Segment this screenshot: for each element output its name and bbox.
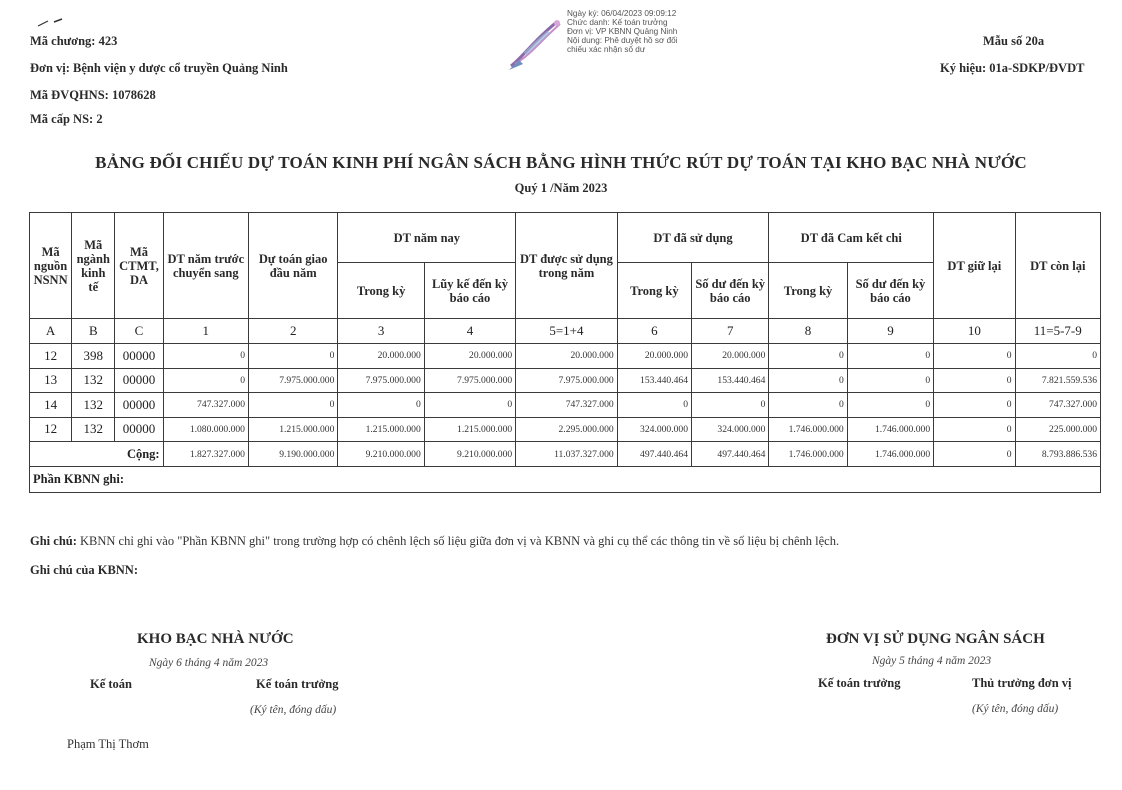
chapter-code: Mã chương: 423 [30,34,118,48]
signature-line: Ngày ký: 06/04/2023 09:09:12 [567,9,677,18]
total-cell: 8.793.886.536 [1015,442,1100,467]
index-cell: 2 [248,319,337,344]
index-cell: 1 [163,319,248,344]
total-cell: 9.190.000.000 [248,442,337,467]
code-cell: 132 [72,368,115,393]
total-cell: 1.746.000.000 [769,442,847,467]
amount-cell: 0 [769,393,847,418]
treasury-chief-accountant-title: Kế toán trưởng [256,677,339,691]
amount-cell: 1.746.000.000 [847,417,933,442]
table-row [30,393,1101,418]
signature-pen-icon [505,14,565,72]
amount-cell: 0 [934,417,1015,442]
amount-cell: 225.000.000 [1015,417,1100,442]
table-row [30,417,1101,442]
amount-cell: 7.975.000.000 [424,368,515,393]
table-row [30,368,1101,393]
header-used-period: Trong kỳ [617,263,691,319]
amount-cell: 0 [338,393,424,418]
amount-cell: 0 [847,344,933,369]
header-remaining: DT còn lại [1015,213,1100,319]
index-cell: 5=1+4 [516,319,617,344]
note-line [30,534,839,549]
form-symbol: Ký hiệu: 01a-SDKP/ĐVDT [940,61,1085,75]
amount-cell: 0 [617,393,691,418]
index-cell: 3 [338,319,424,344]
amount-cell: 0 [934,344,1015,369]
amount-cell: 0 [424,393,515,418]
reporting-period: Quý 1 /Năm 2023 [514,181,608,195]
index-cell: 8 [769,319,847,344]
amount-cell: 2.295.000.000 [516,417,617,442]
amount-cell: 0 [248,393,337,418]
kbnn-section-label: Phần KBNN ghi: [30,467,1101,493]
amount-cell: 7.821.559.536 [1015,368,1100,393]
header-committed: DT đã Cam kết chi [769,213,934,263]
note-text: KBNN chỉ ghi vào "Phần KBNN ghi" trong trường hợp có chênh lệch số liệu giữa đơn vị và KBNN và ghi cụ thể các thông tin về số liệu bị chênh lệch. [80,534,840,548]
header-used-balance: Số dư đến kỳ báo cáo [692,263,769,319]
index-cell: A [30,319,72,344]
budget-level-code: Mã cấp NS: 2 [30,112,103,126]
budget-unit-code: Mã ĐVQHNS: 1078628 [30,88,156,102]
header-program-code: Mã CTMT, DA [115,213,163,319]
treasury-accountant-title: Kế toán [90,677,133,691]
index-cell: 11=5-7-9 [1015,319,1100,344]
index-cell: C [115,319,163,344]
amount-cell: 20.000.000 [338,344,424,369]
index-cell: 7 [692,319,769,344]
amount-cell: 20.000.000 [424,344,515,369]
header-this-year-period: Trong kỳ [338,263,424,319]
code-cell: 00000 [115,368,163,393]
index-cell: B [72,319,115,344]
amount-cell: 0 [1015,344,1100,369]
amount-cell: 20.000.000 [617,344,691,369]
note-label: Ghi chú: [30,534,77,548]
total-cell: 0 [934,442,1015,467]
amount-cell: 324.000.000 [617,417,691,442]
unit-sign-hint: (Ký tên, đóng dấu) [972,703,1059,715]
index-cell: 6 [617,319,691,344]
amount-cell: 324.000.000 [692,417,769,442]
total-label: Cộng: [30,442,164,467]
header-used: DT đã sử dụng [617,213,769,263]
amount-cell: 0 [847,393,933,418]
document-title: BẢNG ĐỐI CHIẾU DỰ TOÁN KINH PHÍ NGÂN SÁCH BẰNG HÌNH THỨC RÚT DỰ TOÁN TẠI KHO BẠC NHÀ NƯỚC [95,153,1027,172]
total-cell: 11.037.327.000 [516,442,617,467]
unit-head-title: Thủ trưởng đơn vị [972,676,1072,690]
signature-text [567,9,678,54]
amount-cell: 0 [163,344,248,369]
digital-signature-stamp [505,9,705,72]
amount-cell: 1.215.000.000 [338,417,424,442]
treasury-sign-date: Ngày 6 tháng 4 năm 2023 [149,657,269,669]
amount-cell: 0 [934,393,1015,418]
amount-cell: 7.975.000.000 [248,368,337,393]
header-this-year-cumulative: Lũy kế đến kỳ báo cáo [424,263,515,319]
index-cell: 9 [847,319,933,344]
unit-name: Đơn vị: Bệnh viện y dược cổ truyền Quảng Ninh [30,61,288,75]
header-usable: DT được sử dụng trong năm [516,213,617,319]
amount-cell: 747.327.000 [1015,393,1100,418]
code-cell: 00000 [115,344,163,369]
code-cell: 132 [72,417,115,442]
total-cell: 497.440.464 [617,442,691,467]
amount-cell: 747.327.000 [163,393,248,418]
amount-cell: 20.000.000 [516,344,617,369]
amount-cell: 153.440.464 [617,368,691,393]
total-cell: 1.827.327.000 [163,442,248,467]
amount-cell: 0 [248,344,337,369]
signature-line: Chức danh: Kế toán trưởng [567,18,668,27]
treasury-org-title: KHO BẠC NHÀ NƯỚC [137,631,294,647]
corner-mark [36,16,66,30]
total-row [30,442,1101,467]
kbnn-note-label: Ghi chú của KBNN: [30,563,139,577]
amount-cell: 0 [847,368,933,393]
code-cell: 14 [30,393,72,418]
budget-reconciliation-table [29,212,1101,493]
code-cell: 398 [72,344,115,369]
unit-chief-accountant-title: Kế toán trưởng [818,676,901,690]
amount-cell: 153.440.464 [692,368,769,393]
header-initial-estimate: Dự toán giao đầu năm [248,213,337,319]
treasury-signer-name: Phạm Thị Thơm [67,737,149,751]
code-cell: 132 [72,393,115,418]
header-sector-code: Mã ngành kinh tế [72,213,115,319]
code-cell: 12 [30,417,72,442]
signature-line: chiếu xác nhận số dư [567,45,646,54]
amount-cell: 0 [163,368,248,393]
total-cell: 497.440.464 [692,442,769,467]
amount-cell: 1.215.000.000 [248,417,337,442]
total-cell: 1.746.000.000 [847,442,933,467]
amount-cell: 747.327.000 [516,393,617,418]
header-committed-period: Trong kỳ [769,263,847,319]
header-source-code: Mã nguồn NSNN [30,213,72,319]
header-committed-balance: Số dư đến kỳ báo cáo [847,263,933,319]
kbnn-row [30,467,1101,493]
amount-cell: 1.215.000.000 [424,417,515,442]
header-prev-year: DT năm trước chuyển sang [163,213,248,319]
treasury-sign-hint: (Ký tên, đóng dấu) [250,704,337,716]
signature-line: Nội dung: Phê duyệt hồ sơ đối [567,36,678,45]
amount-cell: 0 [769,344,847,369]
total-cell: 9.210.000.000 [424,442,515,467]
index-cell: 4 [424,319,515,344]
amount-cell: 0 [692,393,769,418]
form-number: Mẫu số 20a [983,34,1045,48]
amount-cell: 7.975.000.000 [516,368,617,393]
amount-cell: 0 [769,368,847,393]
unit-org-title: ĐƠN VỊ SỬ DỤNG NGÂN SÁCH [826,631,1045,647]
amount-cell: 1.746.000.000 [769,417,847,442]
code-cell: 12 [30,344,72,369]
amount-cell: 0 [934,368,1015,393]
code-cell: 00000 [115,417,163,442]
header-withheld: DT giữ lại [934,213,1015,319]
unit-sign-date: Ngày 5 tháng 4 năm 2023 [872,655,992,667]
header-this-year: DT năm nay [338,213,516,263]
code-cell: 00000 [115,393,163,418]
amount-cell: 1.080.000.000 [163,417,248,442]
column-index-row [30,319,1101,344]
amount-cell: 20.000.000 [692,344,769,369]
signature-line: Đơn vị: VP KBNN Quảng Ninh [567,27,678,36]
total-cell: 9.210.000.000 [338,442,424,467]
amount-cell: 7.975.000.000 [338,368,424,393]
code-cell: 13 [30,368,72,393]
table-row [30,344,1101,369]
index-cell: 10 [934,319,1015,344]
